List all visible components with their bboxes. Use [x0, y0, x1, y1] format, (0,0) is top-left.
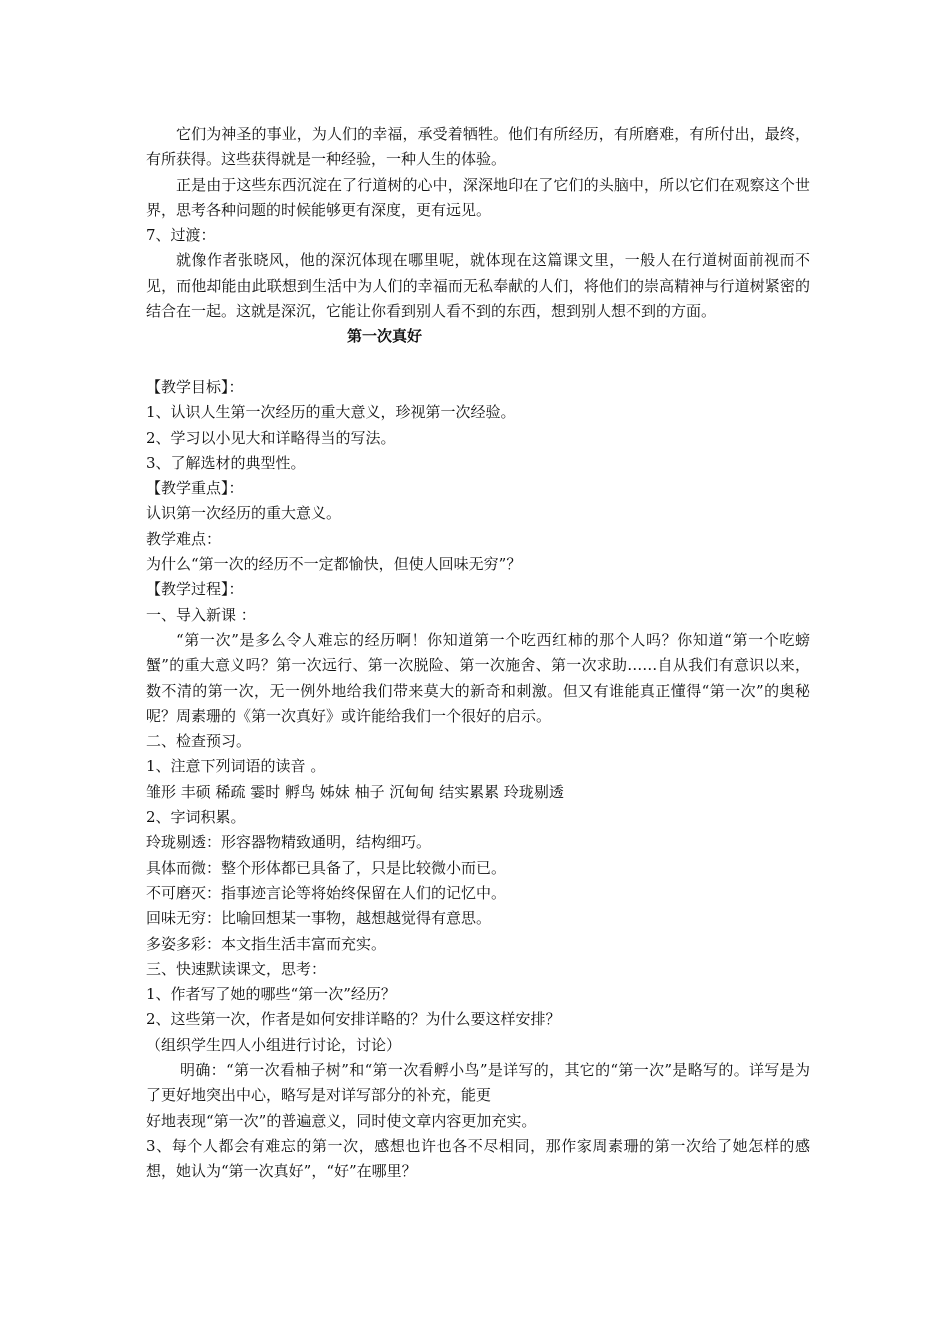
pronunciation-words: 雏形 丰硕 稀疏 霎时 孵鸟 姊妹 柚子 沉甸甸 结实累累 玲珑剔透	[146, 782, 564, 801]
vocabulary-item: 玲珑剔透：形容器物精致通明，结构细巧。	[146, 833, 432, 852]
discussion-note: （组织学生四人小组进行讨论，讨论）	[146, 1035, 402, 1054]
vocabulary-item: 回味无穷：比喻回想某一事物，越想越觉得有意思。	[146, 909, 492, 928]
goal-item: 1、认识人生第一次经历的重大意义，珍视第一次经验。	[146, 403, 516, 422]
document-page	[146, 122, 810, 1184]
blank-line	[146, 350, 810, 375]
question-item: 2、这些第一次，作者是如何安排详略的？为什么要这样安排？	[146, 1010, 561, 1029]
goal-item: 3、了解选材的典型性。	[146, 453, 306, 472]
intro-paragraph-1: 它们为神圣的事业，为人们的幸福，承受着牺牲。他们有所经历，有所磨难，有所付出，最终，有所获得。这些获得就是一种经验，一种人生的体验。	[146, 125, 810, 169]
answer-paragraph: 明确：“第一次看柚子树”和“第一次看孵小鸟”是详写的，其它的“第一次”是略写的。详写是为了更好地突出中心，略写是对详写部分的补充，能更	[146, 1060, 810, 1105]
vocabulary-heading: 2、字词积累。	[146, 808, 246, 827]
vocabulary-item: 多姿多彩：本文指生活丰富而充实。	[146, 934, 387, 953]
step1-heading: 一、导入新课 ：	[146, 605, 256, 624]
goals-heading: 【教学目标】：	[146, 377, 244, 396]
difficulty-heading: 教学难点：	[146, 529, 222, 548]
intro-paragraph-2: 正是由于这些东西沉淀在了行道树的心中，深深地印在了它们的头脑中，所以它们在观察这个世界，思考各种问题的时候能够更有深度，更有远见。	[146, 175, 810, 219]
vocabulary-item: 不可磨灭：指事迹言论等将始终保留在人们的记忆中。	[146, 883, 507, 902]
step1-paragraph: “第一次”是多么令人难忘的经历啊！你知道第一个吃西红柿的那个人吗？你知道“第一个吃螃蟹”的重大意义吗？第一次远行、第一次脱险、第一次施舍、第一次求助……自从我们有意识以来，数不清的第一次，无一例外地给我们带来莫大的新奇和刺激。但又有谁能真正懂得“第一次”的奥秘呢？周素珊的《第一次真好》或许能给我们一个很好的启示。	[146, 630, 810, 725]
key-point-text: 认识第一次经历的重大意义。	[146, 504, 342, 523]
pronunciation-heading: 1、注意下列词语的读音 。	[146, 757, 326, 776]
lesson-title: 第一次真好	[347, 327, 423, 346]
transition-heading: 7、过渡：	[146, 226, 216, 245]
question-item: 1、作者写了她的哪些“第一次”经历？	[146, 985, 396, 1004]
goal-item: 2、学习以小见大和详略得当的写法。	[146, 428, 396, 447]
question-item: 3、每个人都会有难忘的第一次，感想也许也各不尽相同，那作家周素珊的第一次给了她怎样的感想，她认为“第一次真好”，“好”在哪里？	[146, 1136, 810, 1181]
step3-heading: 三、快速默读课文，思考：	[146, 959, 327, 978]
answer-continuation: 好地表现“第一次”的普遍意义，同时使文章内容更加充实。	[146, 1111, 537, 1130]
key-point-heading: 【教学重点】：	[146, 479, 244, 498]
vocabulary-item: 具体而微：整个形体都已具备了，只是比较微小而已。	[146, 858, 507, 877]
difficulty-text: 为什么“第一次的经历不一定都愉快，但使人回味无穷”？	[146, 555, 522, 574]
process-heading: 【教学过程】：	[146, 580, 244, 599]
transition-paragraph: 就像作者张晓风，他的深沉体现在哪里呢，就体现在这篇课文里，一般人在行道树面前视而不见，而他却能由此联想到生活中为人们的幸福而无私奉献的人们，将他们的崇高精神与行道树紧密的结合在一起。这就是深沉，它能让你看到别人看不到的东西，想到别人想不到的方面。	[146, 251, 810, 321]
step2-heading: 二、检查预习。	[146, 732, 252, 751]
